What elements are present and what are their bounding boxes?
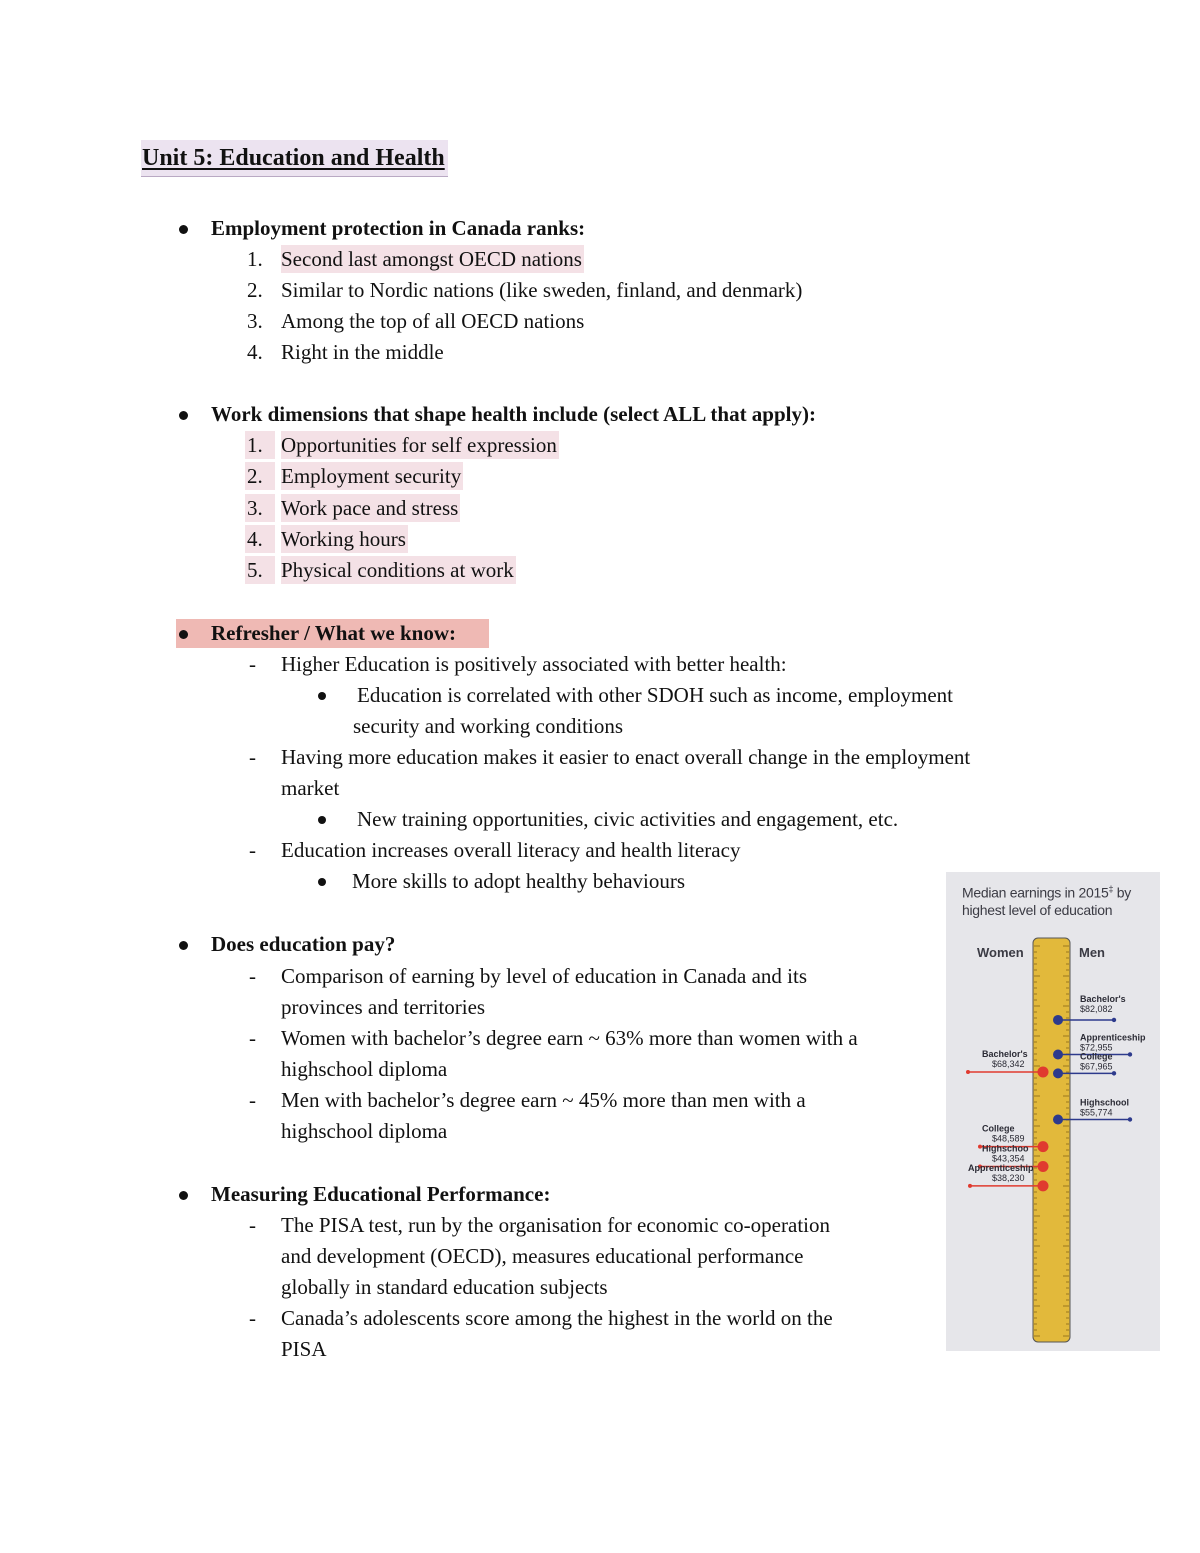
list-number: 3. xyxy=(245,494,275,522)
measuring-point: The PISA test, run by the organisation for economic co-operation xyxy=(281,1213,830,1237)
women-line-end xyxy=(966,1070,970,1074)
bullet-refresher xyxy=(179,630,188,639)
list-number: 2. xyxy=(247,278,263,302)
list-number: 1. xyxy=(247,247,263,271)
men-label: Men xyxy=(1079,945,1105,960)
men-label-3: Highschool xyxy=(1080,1097,1129,1108)
women-point xyxy=(1038,1161,1049,1172)
dash-marker: - xyxy=(249,1306,256,1330)
answer-highlighted: Work pace and stress xyxy=(281,496,459,520)
dash-marker: - xyxy=(249,1213,256,1237)
section-heading-measuring: Measuring Educational Performance: xyxy=(211,1182,551,1206)
women-label-3: Apprenticeship xyxy=(968,1162,1034,1173)
bullet-pay xyxy=(179,941,188,950)
men-line-end xyxy=(1112,1018,1116,1022)
women-label-0: Bachelor's xyxy=(982,1048,1028,1059)
bullet-measuring xyxy=(179,1191,188,1200)
list-number: 3. xyxy=(247,309,263,333)
measuring-point: Canada’s adolescents score among the highest in the world on the xyxy=(281,1306,833,1330)
women-label-1: College xyxy=(982,1123,1015,1134)
pay-point-cont: provinces and territories xyxy=(281,995,486,1019)
women-value-3: $38,230 xyxy=(992,1172,1025,1183)
refresher-subpoint-cont: security and working conditions xyxy=(353,714,624,738)
women-value-1: $48,589 xyxy=(992,1133,1025,1144)
list-number: 2. xyxy=(245,462,275,490)
section-heading-pay: Does education pay? xyxy=(211,932,396,956)
refresher-subpoint: New training opportunities, civic activities and engagement, etc. xyxy=(357,807,899,831)
pay-point: Comparison of earning by level of education in Canada and its xyxy=(281,964,808,988)
refresher-point: Having more education makes it easier to enact overall change in the employment xyxy=(281,745,971,769)
men-value-2: $67,965 xyxy=(1080,1061,1113,1072)
women-label-2: Highschoo xyxy=(982,1143,1029,1154)
list-number: 1. xyxy=(245,431,275,459)
men-line-end xyxy=(1128,1052,1132,1056)
refresher-point: Education increases overall literacy and health literacy xyxy=(281,838,741,862)
answer-highlighted: Physical conditions at work xyxy=(281,558,514,582)
men-point xyxy=(1053,1049,1063,1059)
refresher-point-cont: market xyxy=(281,776,340,800)
men-point xyxy=(1053,1114,1063,1124)
answer-option: Among the top of all OECD nations xyxy=(281,309,585,333)
women-value-0: $68,342 xyxy=(992,1058,1025,1069)
refresher-subpoint: Education is correlated with other SDOH such as income, employment xyxy=(357,683,954,707)
women-line-end xyxy=(968,1184,972,1188)
question-work-dimensions: Work dimensions that shape health include (select ALL that apply): xyxy=(211,402,816,426)
dash-marker: - xyxy=(249,838,256,862)
dash-marker: - xyxy=(249,745,256,769)
list-number: 4. xyxy=(247,340,263,364)
dash-marker: - xyxy=(249,964,256,988)
men-line-end xyxy=(1112,1071,1116,1075)
women-point xyxy=(1038,1180,1049,1191)
men-line-end xyxy=(1128,1117,1132,1121)
dash-marker: - xyxy=(249,1026,256,1050)
men-label-0: Bachelor's xyxy=(1080,993,1126,1004)
ruler xyxy=(1033,938,1070,1342)
list-number: 5. xyxy=(245,556,275,584)
men-point xyxy=(1053,1015,1063,1025)
question-employment-protection: Employment protection in Canada ranks: xyxy=(211,216,586,240)
answer-option: Similar to Nordic nations (like sweden, finland, and denmark) xyxy=(281,278,803,302)
pay-point: Men with bachelor’s degree earn ~ 45% more than men with a xyxy=(281,1088,806,1112)
measuring-point-cont: PISA xyxy=(281,1337,327,1361)
answer-highlighted: Employment security xyxy=(281,464,462,488)
men-label-2: College xyxy=(1080,1051,1113,1062)
women-point xyxy=(1038,1066,1049,1077)
women-point xyxy=(1038,1141,1049,1152)
sub-bullet xyxy=(318,816,326,824)
pay-point: Women with bachelor’s degree earn ~ 63% more than women with a xyxy=(281,1026,858,1050)
answer-highlighted: Working hours xyxy=(281,527,406,551)
sub-bullet xyxy=(318,878,326,886)
measuring-point-cont: and development (OECD), measures educational performance xyxy=(281,1244,804,1268)
dash-marker: - xyxy=(249,1088,256,1112)
men-label-1: Apprenticeship xyxy=(1080,1032,1146,1043)
answer-highlighted: Second last amongst OECD nations xyxy=(281,247,582,271)
women-value-2: $43,354 xyxy=(992,1153,1025,1164)
men-point xyxy=(1053,1068,1063,1078)
refresher-point: Higher Education is positively associated with better health: xyxy=(281,652,787,676)
sub-bullet xyxy=(318,692,326,700)
men-value-3: $55,774 xyxy=(1080,1107,1113,1118)
section-heading-refresher: Refresher / What we know: xyxy=(211,621,456,645)
dash-marker: - xyxy=(249,652,256,676)
pay-point-cont: highschool diploma xyxy=(281,1119,448,1143)
men-value-1: $72,955 xyxy=(1080,1042,1113,1053)
measuring-point-cont: globally in standard education subjects xyxy=(281,1275,608,1299)
earnings-infographic xyxy=(946,872,1160,1351)
pay-point-cont: highschool diploma xyxy=(281,1057,448,1081)
page-title: Unit 5: Education and Health xyxy=(141,140,448,177)
men-value-0: $82,082 xyxy=(1080,1003,1113,1014)
infographic-title: Median earnings in 2015‡ by highest level of education xyxy=(962,884,1131,918)
earnings-ruler-graphic xyxy=(946,872,1160,1351)
answer-highlighted: Opportunities for self expression xyxy=(281,433,557,457)
women-label: Women xyxy=(977,945,1024,960)
list-number: 4. xyxy=(245,525,275,553)
bullet-q1 xyxy=(179,225,188,234)
answer-option: Right in the middle xyxy=(281,340,444,364)
refresher-subpoint: More skills to adopt healthy behaviours xyxy=(352,869,686,893)
bullet-q2 xyxy=(179,411,188,420)
